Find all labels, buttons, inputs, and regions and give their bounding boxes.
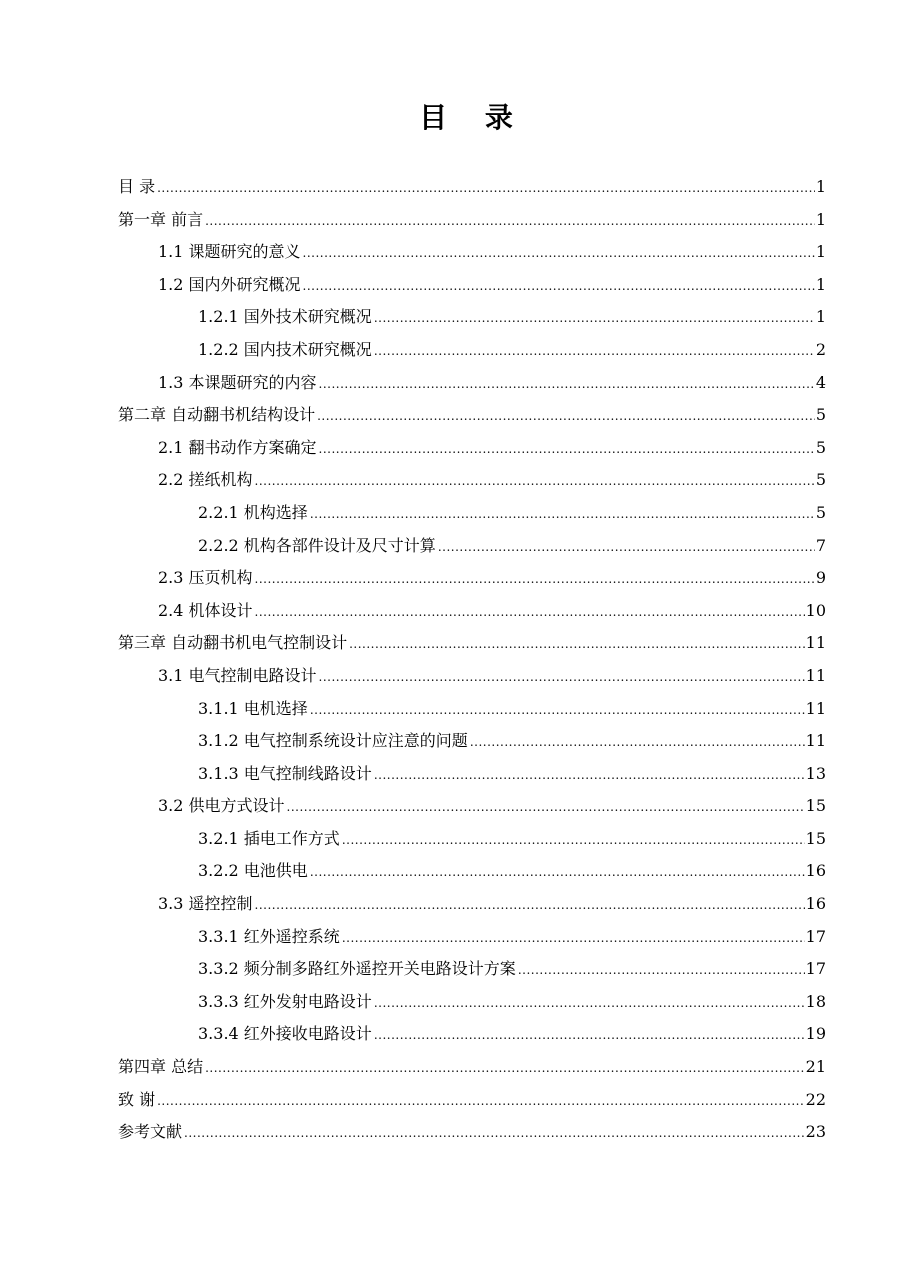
toc-entry-page-number: 4 — [815, 372, 826, 392]
toc-entry-page-number: 5 — [815, 502, 826, 522]
toc-leader-dots — [319, 433, 815, 466]
toc-entry-title: 1.3 本课题研究的内容 — [158, 372, 317, 392]
toc-leader-dots — [374, 759, 805, 792]
toc-entry[interactable] — [118, 823, 826, 856]
toc-entry-title: 3.3.4 红外接收电路设计 — [198, 1024, 372, 1044]
toc-leader-dots — [374, 335, 815, 368]
toc-entry[interactable] — [118, 432, 826, 465]
toc-entry[interactable] — [118, 204, 826, 237]
toc-entry-page-number: 1 — [815, 307, 826, 327]
toc-leader-dots — [255, 889, 805, 922]
toc-entry-title: 致 谢 — [118, 1089, 156, 1109]
toc-entry[interactable] — [118, 1018, 826, 1051]
toc-leader-dots — [205, 1052, 805, 1085]
toc-entry-page-number: 17 — [805, 959, 826, 979]
toc-entry[interactable] — [118, 301, 826, 334]
toc-entry-page-number: 5 — [815, 470, 826, 490]
toc-leader-dots — [303, 270, 815, 303]
toc-entry[interactable] — [118, 1084, 826, 1117]
toc-entry-title: 3.3 遥控控制 — [158, 894, 253, 914]
toc-entry-title: 1.2.1 国外技术研究概况 — [198, 307, 372, 327]
toc-entry[interactable] — [118, 171, 826, 204]
toc-entry-page-number: 21 — [805, 1057, 826, 1077]
toc-entry-title: 1.2.2 国内技术研究概况 — [198, 339, 372, 359]
toc-entry-page-number: 11 — [805, 731, 826, 751]
toc-leader-dots — [310, 856, 805, 889]
toc-entry-page-number: 11 — [805, 698, 826, 718]
toc-entry-title: 2.2.2 机构各部件设计及尺寸计算 — [198, 535, 436, 555]
toc-entry-title: 3.1.2 电气控制系统设计应注意的问题 — [198, 731, 468, 751]
toc-leader-dots — [255, 596, 805, 629]
toc-leader-dots — [303, 237, 815, 270]
toc-entry-title: 1.2 国内外研究概况 — [158, 274, 301, 294]
toc-entry-title: 3.1.1 电机选择 — [198, 698, 308, 718]
toc-entry[interactable] — [118, 888, 826, 921]
toc-entry-page-number: 1 — [815, 274, 826, 294]
toc-entry-title: 2.2.1 机构选择 — [198, 502, 308, 522]
toc-entry-title: 3.2 供电方式设计 — [158, 796, 285, 816]
toc-leader-dots — [374, 987, 805, 1020]
toc-entry-title: 2.1 翻书动作方案确定 — [158, 437, 317, 457]
toc-leader-dots — [157, 1085, 805, 1118]
toc-entry-page-number: 1 — [815, 242, 826, 262]
toc-entry[interactable] — [118, 725, 826, 758]
toc-entry[interactable] — [118, 236, 826, 269]
toc-leader-dots — [319, 368, 815, 401]
toc-leader-dots — [310, 694, 805, 727]
toc-entry[interactable] — [118, 855, 826, 888]
toc-entry[interactable] — [118, 497, 826, 530]
toc-entry[interactable] — [118, 660, 826, 693]
toc-entry[interactable] — [118, 758, 826, 791]
toc-entry-title: 3.1 电气控制电路设计 — [158, 665, 317, 685]
toc-entry-title: 参考文献 — [118, 1122, 183, 1142]
toc-leader-dots — [205, 205, 815, 238]
toc-leader-dots — [310, 498, 815, 531]
toc-leader-dots — [438, 531, 815, 564]
toc-entry-title: 3.3.3 红外发射电路设计 — [198, 991, 372, 1011]
toc-leader-dots — [470, 726, 805, 759]
toc-entry-page-number: 15 — [805, 828, 826, 848]
table-of-contents — [118, 171, 826, 1149]
toc-entry-page-number: 9 — [815, 568, 826, 588]
toc-entry[interactable] — [118, 693, 826, 726]
toc-entry-title: 2.4 机体设计 — [158, 600, 253, 620]
toc-leader-dots — [342, 824, 805, 857]
toc-entry[interactable] — [118, 269, 826, 302]
toc-entry-page-number: 23 — [805, 1122, 826, 1142]
toc-entry-page-number: 10 — [805, 600, 826, 620]
page-title: 目 录 — [419, 101, 527, 134]
toc-entry-page-number: 16 — [805, 861, 826, 881]
toc-entry[interactable] — [118, 464, 826, 497]
toc-entry-title: 3.2.1 插电工作方式 — [198, 828, 340, 848]
toc-entry-page-number: 13 — [805, 763, 826, 783]
toc-entry-title: 2.2 搓纸机构 — [158, 470, 253, 490]
toc-leader-dots — [349, 628, 805, 661]
toc-entry-title: 3.3.1 红外遥控系统 — [198, 926, 340, 946]
toc-leader-dots — [317, 400, 815, 433]
toc-leader-dots — [157, 172, 815, 205]
toc-entry-page-number: 7 — [815, 535, 826, 555]
toc-entry-page-number: 16 — [805, 894, 826, 914]
toc-entry-page-number: 17 — [805, 926, 826, 946]
toc-leader-dots — [518, 954, 805, 987]
toc-entry-page-number: 11 — [805, 633, 826, 653]
toc-entry-title: 目 录 — [118, 177, 156, 196]
toc-entry[interactable] — [118, 562, 826, 595]
toc-leader-dots — [255, 563, 815, 596]
toc-leader-dots — [374, 1019, 805, 1052]
toc-entry-page-number: 15 — [805, 796, 826, 816]
toc-entry-page-number: 22 — [805, 1089, 826, 1109]
toc-leader-dots — [184, 1117, 805, 1150]
toc-entry[interactable] — [118, 334, 826, 367]
toc-entry[interactable] — [118, 627, 826, 660]
toc-entry[interactable] — [118, 1116, 826, 1149]
toc-entry[interactable] — [118, 986, 826, 1019]
toc-leader-dots — [319, 661, 805, 694]
toc-entry-page-number: 18 — [805, 991, 826, 1011]
toc-entry-title: 2.3 压页机构 — [158, 568, 253, 588]
toc-entry-title: 3.3.2 频分制多路红外遥控开关电路设计方案 — [198, 959, 516, 979]
toc-entry-title: 1.1 课题研究的意义 — [158, 242, 301, 262]
toc-entry[interactable] — [118, 790, 826, 823]
toc-entry-page-number: 19 — [805, 1024, 826, 1044]
toc-entry-title: 第四章 总结 — [118, 1057, 204, 1077]
toc-leader-dots — [255, 465, 815, 498]
toc-entry-page-number: 11 — [805, 665, 826, 685]
toc-entry-title: 3.1.3 电气控制线路设计 — [198, 763, 372, 783]
toc-entry-title: 第一章 前言 — [118, 209, 204, 229]
toc-entry[interactable] — [118, 953, 826, 986]
toc-entry[interactable] — [118, 921, 826, 954]
toc-entry-title: 3.2.2 电池供电 — [198, 861, 308, 881]
toc-entry-page-number: 5 — [815, 405, 826, 425]
toc-entry[interactable] — [118, 399, 826, 432]
toc-entry[interactable] — [118, 367, 826, 400]
toc-entry[interactable] — [118, 1051, 826, 1084]
toc-leader-dots — [287, 791, 805, 824]
toc-entry[interactable] — [118, 595, 826, 628]
toc-leader-dots — [342, 922, 805, 955]
toc-entry-page-number: 1 — [815, 209, 826, 229]
toc-entry-page-number: 1 — [815, 177, 826, 196]
toc-leader-dots — [374, 302, 815, 335]
toc-entry[interactable] — [118, 530, 826, 563]
toc-entry-title: 第二章 自动翻书机结构设计 — [118, 405, 316, 425]
toc-entry-page-number: 2 — [815, 339, 826, 359]
toc-entry-page-number: 5 — [815, 437, 826, 457]
toc-entry-title: 第三章 自动翻书机电气控制设计 — [118, 633, 348, 653]
